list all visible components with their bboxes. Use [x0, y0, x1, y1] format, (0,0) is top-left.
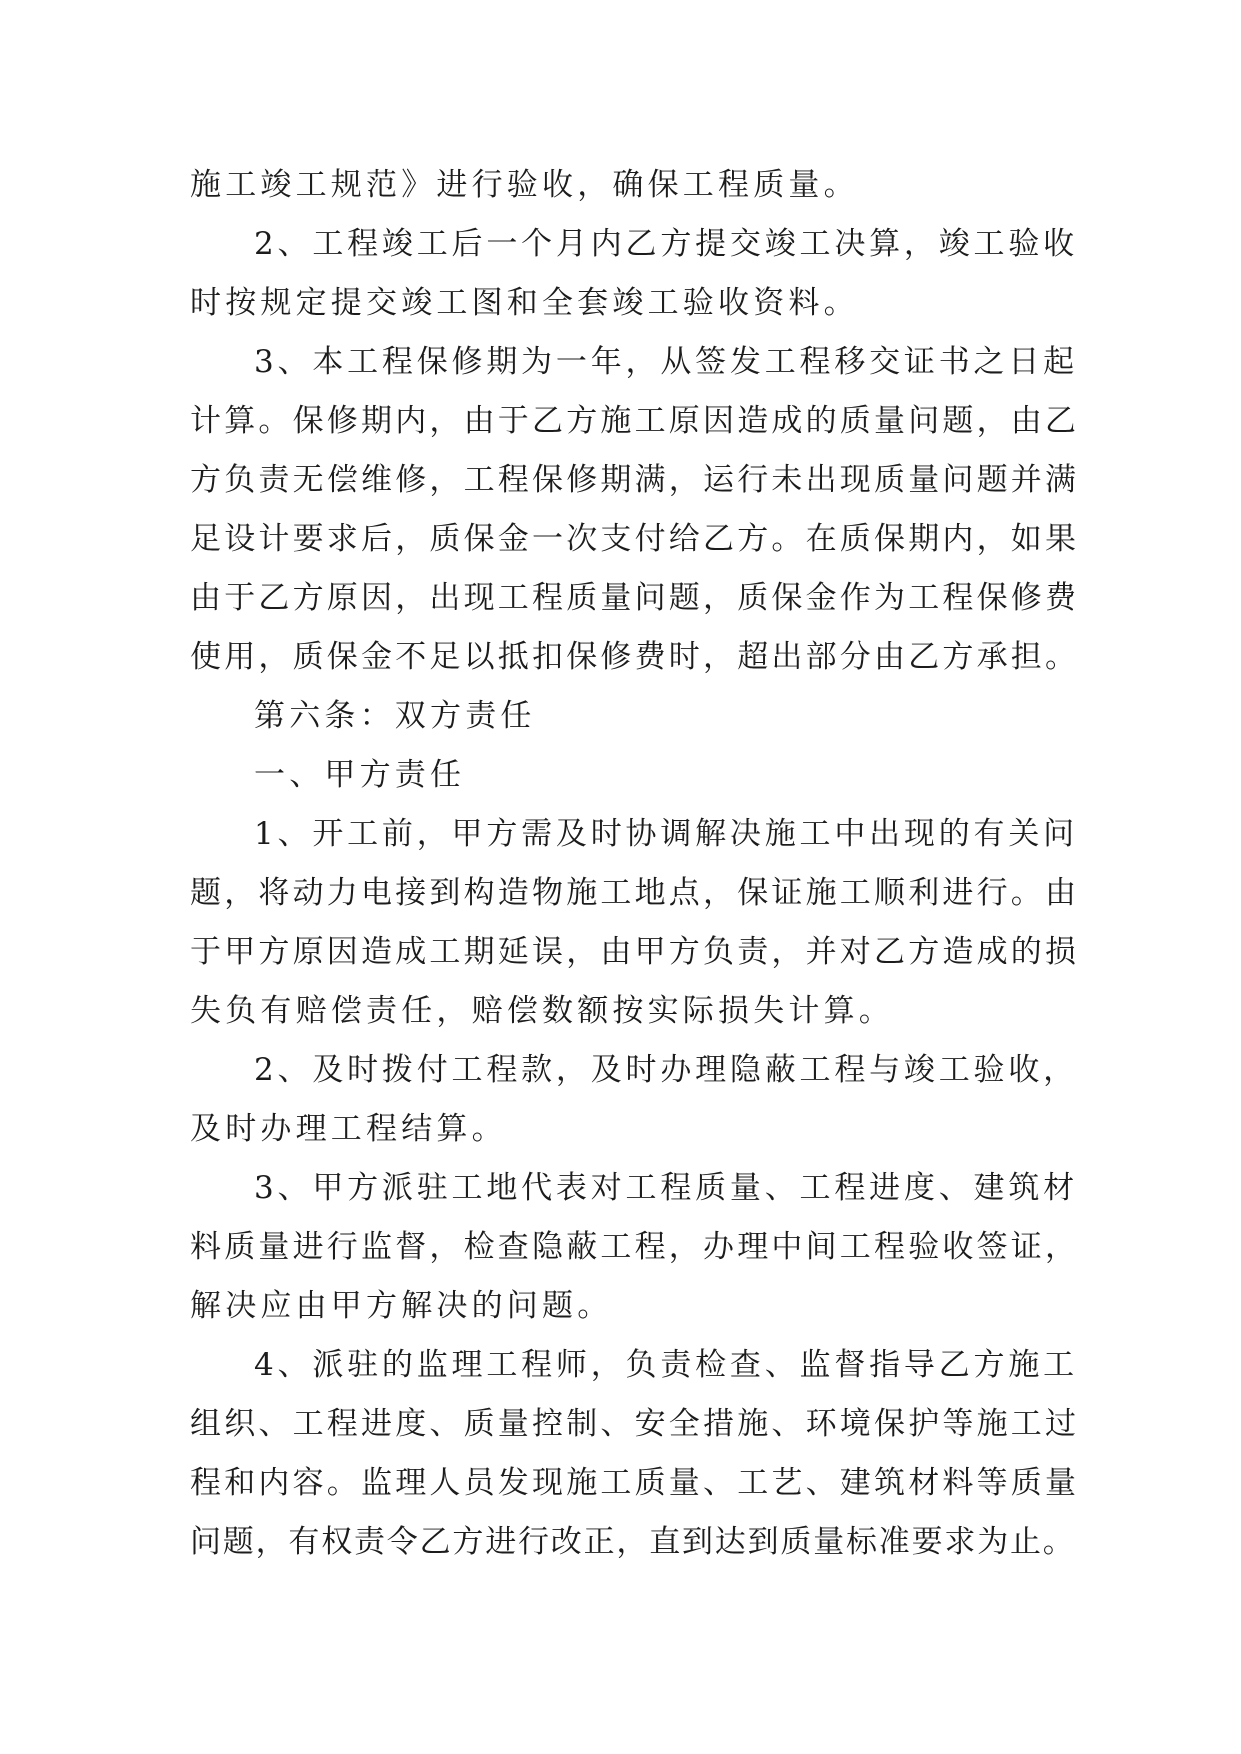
text-line: 方负责无偿维修，工程保修期满，运行未出现质量问题并满 — [190, 462, 1080, 498]
section-heading: 第六条：双方责任 — [254, 698, 536, 734]
text-line: 于甲方原因造成工期延误，由甲方负责，并对乙方造成的损 — [190, 934, 1080, 970]
text-line: 题，将动力电接到构造物施工地点，保证施工顺利进行。由 — [190, 875, 1080, 911]
text-line: 时按规定提交竣工图和全套竣工验收资料。 — [190, 285, 859, 321]
text-line: 解决应由甲方解决的问题。 — [190, 1288, 613, 1324]
text-line: 由于乙方原因，出现工程质量问题，质保金作为工程保修费 — [190, 580, 1080, 616]
text-line: 2、工程竣工后一个月内乙方提交竣工决算，竣工验收 — [254, 226, 1078, 262]
text-line: 3、甲方派驻工地代表对工程质量、工程进度、建筑材 — [254, 1170, 1078, 1206]
text-line: 4、派驻的监理工程师，负责检查、监督指导乙方施工 — [254, 1347, 1078, 1383]
subsection-heading: 一、甲方责任 — [254, 757, 466, 793]
text-line: 1、开工前，甲方需及时协调解决施工中出现的有关问 — [254, 816, 1078, 852]
text-line: 3、本工程保修期为一年，从签发工程移交证书之日起 — [254, 344, 1078, 380]
text-line: 施工竣工规范》进行验收，确保工程质量。 — [190, 167, 859, 203]
text-line: 足设计要求后，质保金一次支付给乙方。在质保期内，如果 — [190, 521, 1080, 557]
text-line: 问题，有权责令乙方进行改正，直到达到质量标准要求为止。 — [190, 1524, 1076, 1560]
text-line: 及时办理工程结算。 — [190, 1111, 507, 1147]
text-line: 使用，质保金不足以抵扣保修费时，超出部分由乙方承担。 — [190, 639, 1080, 675]
text-line: 2、及时拨付工程款，及时办理隐蔽工程与竣工验收， — [254, 1052, 1078, 1088]
text-line: 计算。保修期内，由于乙方施工原因造成的质量问题，由乙 — [190, 403, 1080, 439]
text-line: 失负有赔偿责任，赔偿数额按实际损失计算。 — [190, 993, 894, 1029]
text-line: 料质量进行监督，检查隐蔽工程，办理中间工程验收签证， — [190, 1229, 1080, 1265]
text-line: 组织、工程进度、质量控制、安全措施、环境保护等施工过 — [190, 1406, 1080, 1442]
text-line: 程和内容。监理人员发现施工质量、工艺、建筑材料等质量 — [190, 1465, 1080, 1501]
